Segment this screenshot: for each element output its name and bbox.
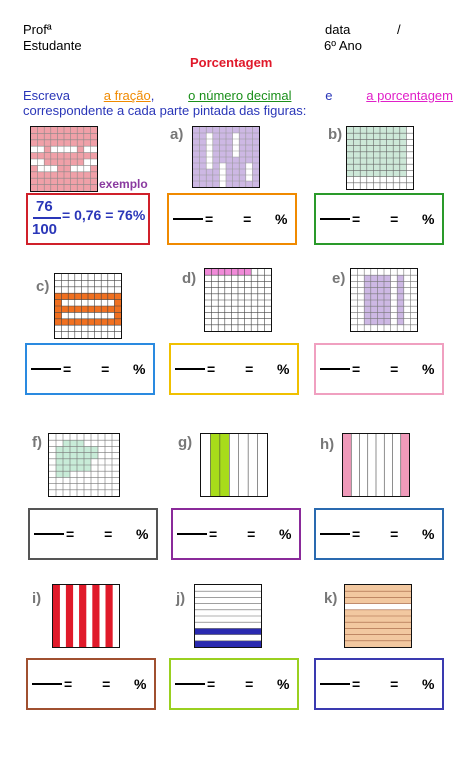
- percent-sign: %: [275, 211, 288, 227]
- fraction-blank-line: [31, 368, 61, 370]
- fraction-blank-line: [175, 368, 205, 370]
- fraction-blank-line: [175, 683, 205, 685]
- instructions: [23, 88, 453, 118]
- equals-sign: =: [102, 676, 111, 692]
- percent-sign: %: [422, 676, 435, 692]
- percent-sign: %: [133, 361, 146, 377]
- percent-sign: %: [279, 526, 292, 542]
- item-label-4: e): [332, 270, 346, 287]
- equals-sign: =: [209, 526, 218, 542]
- item-label-10: k): [324, 590, 338, 607]
- answer-box-b[interactable]: [314, 193, 444, 245]
- fraction-blank-line: [34, 533, 64, 535]
- grid-f: [48, 433, 120, 497]
- grid-g: [200, 433, 268, 497]
- equals-sign: =: [64, 676, 73, 692]
- equals-sign: =: [207, 676, 216, 692]
- equals-sign: =: [104, 526, 113, 542]
- grid-h: [342, 433, 410, 497]
- item-label-9: j): [176, 590, 186, 607]
- equals-sign: =: [352, 211, 361, 227]
- instr-percentage: a porcentagem: [366, 88, 453, 103]
- item-label-0: a): [170, 126, 184, 143]
- answer-box-d[interactable]: [169, 343, 299, 395]
- example-answer-box: [26, 193, 150, 245]
- fraction-blank-line: [173, 218, 203, 220]
- percent-sign: %: [277, 361, 290, 377]
- grid-k: [344, 584, 412, 648]
- percent-sign: %: [134, 676, 147, 692]
- equals-sign: =: [352, 361, 361, 377]
- grade-label: 6º Ano: [324, 38, 363, 53]
- instr-decimal: o número decimal: [188, 88, 292, 103]
- instr-and: e: [325, 88, 333, 103]
- equals-sign: =: [63, 361, 72, 377]
- item-label-2: c): [36, 278, 50, 295]
- equals-sign: =: [352, 676, 361, 692]
- example-label: exemplo: [99, 177, 148, 191]
- equals-sign: =: [390, 676, 399, 692]
- percent-sign: %: [422, 526, 435, 542]
- example-grid: [30, 126, 98, 192]
- item-label-3: d): [182, 270, 197, 287]
- answer-box-a[interactable]: [167, 193, 297, 245]
- grid-j: [194, 584, 262, 648]
- grid-a: [192, 126, 260, 188]
- equals-sign: =: [390, 361, 399, 377]
- date-separator: /: [397, 22, 401, 37]
- grid-e: [350, 268, 418, 332]
- grid-i: [52, 584, 120, 648]
- item-label-5: f): [32, 434, 42, 451]
- answer-box-j[interactable]: [169, 658, 299, 710]
- student-label: Estudante: [23, 38, 82, 53]
- answer-box-k[interactable]: [314, 658, 444, 710]
- instr-fraction: a fração: [103, 88, 151, 103]
- item-label-6: g): [178, 434, 193, 451]
- answer-box-f[interactable]: [28, 508, 158, 560]
- equals-sign: =: [245, 676, 254, 692]
- item-label-7: h): [320, 436, 335, 453]
- answer-box-e[interactable]: [314, 343, 444, 395]
- example-fraction-bar: [33, 217, 61, 219]
- equals-sign: =: [390, 211, 399, 227]
- item-label-1: b): [328, 126, 343, 143]
- grid-c: [54, 273, 122, 339]
- example-numerator: 76: [36, 198, 53, 215]
- equals-sign: =: [207, 361, 216, 377]
- fraction-blank-line: [320, 683, 350, 685]
- grid-b: [346, 126, 414, 190]
- fraction-blank-line: [177, 533, 207, 535]
- equals-sign: =: [243, 211, 252, 227]
- instr-line2: correspondente a cada parte pintada das figuras:: [23, 103, 307, 118]
- example-denominator: 100: [32, 221, 58, 238]
- answer-box-c[interactable]: [25, 343, 155, 395]
- example-result: = 0,76 = 76%: [62, 207, 146, 223]
- percent-sign: %: [277, 676, 290, 692]
- instr-word: Escreva: [23, 88, 70, 103]
- percent-sign: %: [422, 361, 435, 377]
- item-label-8: i): [32, 590, 42, 607]
- grid-d: [204, 268, 272, 332]
- equals-sign: =: [101, 361, 110, 377]
- equals-sign: =: [205, 211, 214, 227]
- answer-box-g[interactable]: [171, 508, 301, 560]
- teacher-label: Profª: [23, 22, 52, 37]
- fraction-blank-line: [320, 533, 350, 535]
- percent-sign: %: [422, 211, 435, 227]
- equals-sign: =: [352, 526, 361, 542]
- equals-sign: =: [390, 526, 399, 542]
- page-title: Porcentagem: [190, 55, 273, 70]
- fraction-blank-line: [320, 218, 350, 220]
- percent-sign: %: [136, 526, 149, 542]
- answer-box-i[interactable]: [26, 658, 156, 710]
- fraction-blank-line: [32, 683, 62, 685]
- equals-sign: =: [245, 361, 254, 377]
- equals-sign: =: [66, 526, 75, 542]
- date-label: data: [325, 22, 351, 37]
- instr-comma: ,: [150, 88, 155, 103]
- equals-sign: =: [247, 526, 256, 542]
- fraction-blank-line: [320, 368, 350, 370]
- answer-box-h[interactable]: [314, 508, 444, 560]
